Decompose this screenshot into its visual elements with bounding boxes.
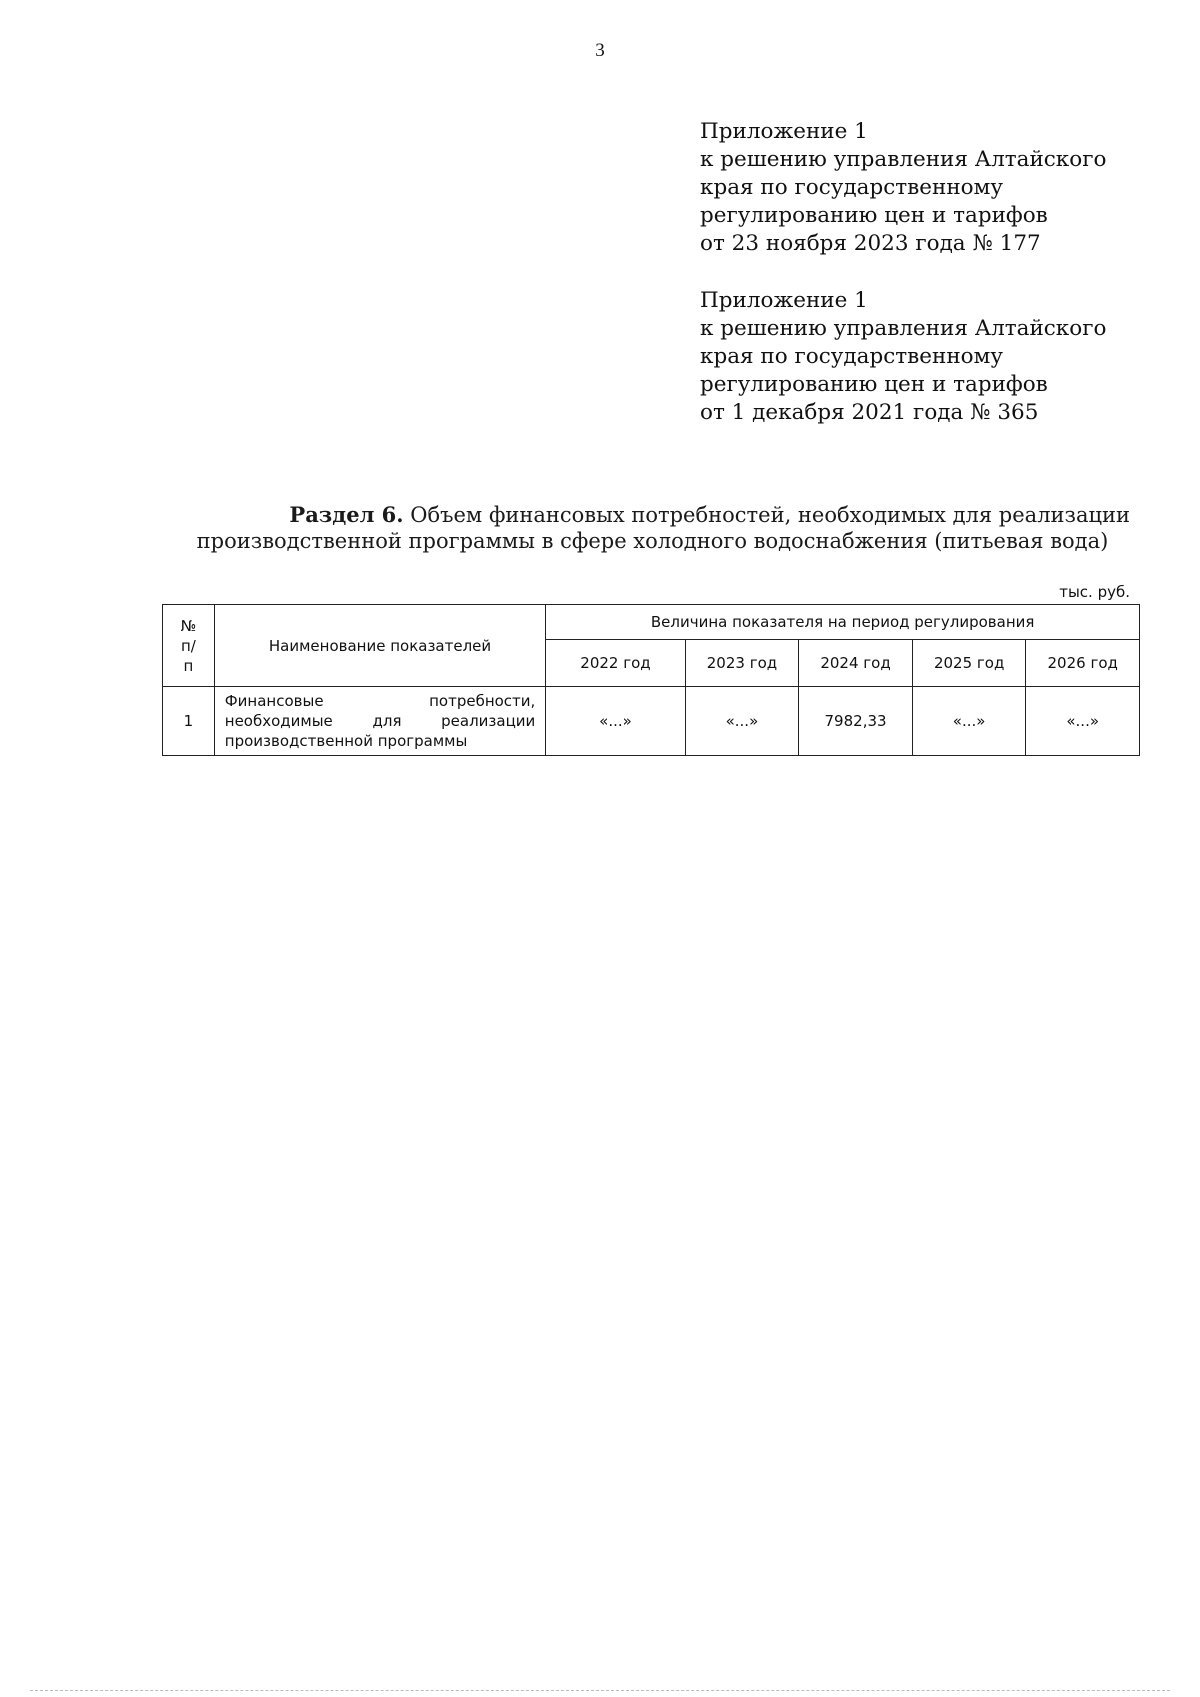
row-number: 1 xyxy=(163,687,215,756)
table-header-row xyxy=(163,605,1140,640)
row-indicator-name: Финансовые потребности, необходимые для реализации производственной программы xyxy=(214,687,546,756)
page-number: 3 xyxy=(595,40,605,61)
table-row xyxy=(163,687,1140,756)
row-value: «...» xyxy=(912,687,1026,756)
appendix-line: регулированию цен и тарифов xyxy=(700,372,1048,397)
row-value: «...» xyxy=(546,687,685,756)
appendix-line: от 23 ноября 2023 года № 177 xyxy=(700,231,1041,256)
header-year: 2023 год xyxy=(685,640,799,687)
section-title xyxy=(175,502,1130,554)
appendix-line: регулированию цен и тарифов xyxy=(700,203,1048,228)
header-year: 2026 год xyxy=(1026,640,1140,687)
header-period: Величина показателя на период регулирования xyxy=(546,605,1140,640)
scan-edge-line xyxy=(30,1690,1170,1692)
header-year: 2025 год xyxy=(912,640,1026,687)
appendix-original xyxy=(700,287,1140,427)
financial-needs-table xyxy=(162,604,1140,756)
section-label: Раздел 6. xyxy=(289,502,404,527)
row-value: «...» xyxy=(1026,687,1140,756)
appendix-current xyxy=(700,118,1140,258)
header-year: 2022 год xyxy=(546,640,685,687)
header-year: 2024 год xyxy=(799,640,913,687)
appendix-line: к решению управления Алтайского xyxy=(700,147,1107,172)
row-value: 7982,33 xyxy=(799,687,913,756)
header-number: № п/ п xyxy=(163,605,215,687)
row-value: «...» xyxy=(685,687,799,756)
section-title-line-2: производственной программы в сфере холодного водоснабжения (питьевая вода) xyxy=(196,529,1109,553)
appendix-line: края по государственному xyxy=(700,344,1003,369)
section-title-line-1: Объем финансовых потребностей, необходимых для реализации xyxy=(403,503,1130,527)
appendix-line: края по государственному xyxy=(700,175,1003,200)
appendix-line: от 1 декабря 2021 года № 365 xyxy=(700,400,1039,425)
header-indicator-name: Наименование показателей xyxy=(214,605,546,687)
appendix-line: Приложение 1 xyxy=(700,288,868,313)
appendix-line: к решению управления Алтайского xyxy=(700,316,1107,341)
appendix-line: Приложение 1 xyxy=(700,119,868,144)
units-label: тыс. руб. xyxy=(1059,583,1130,601)
